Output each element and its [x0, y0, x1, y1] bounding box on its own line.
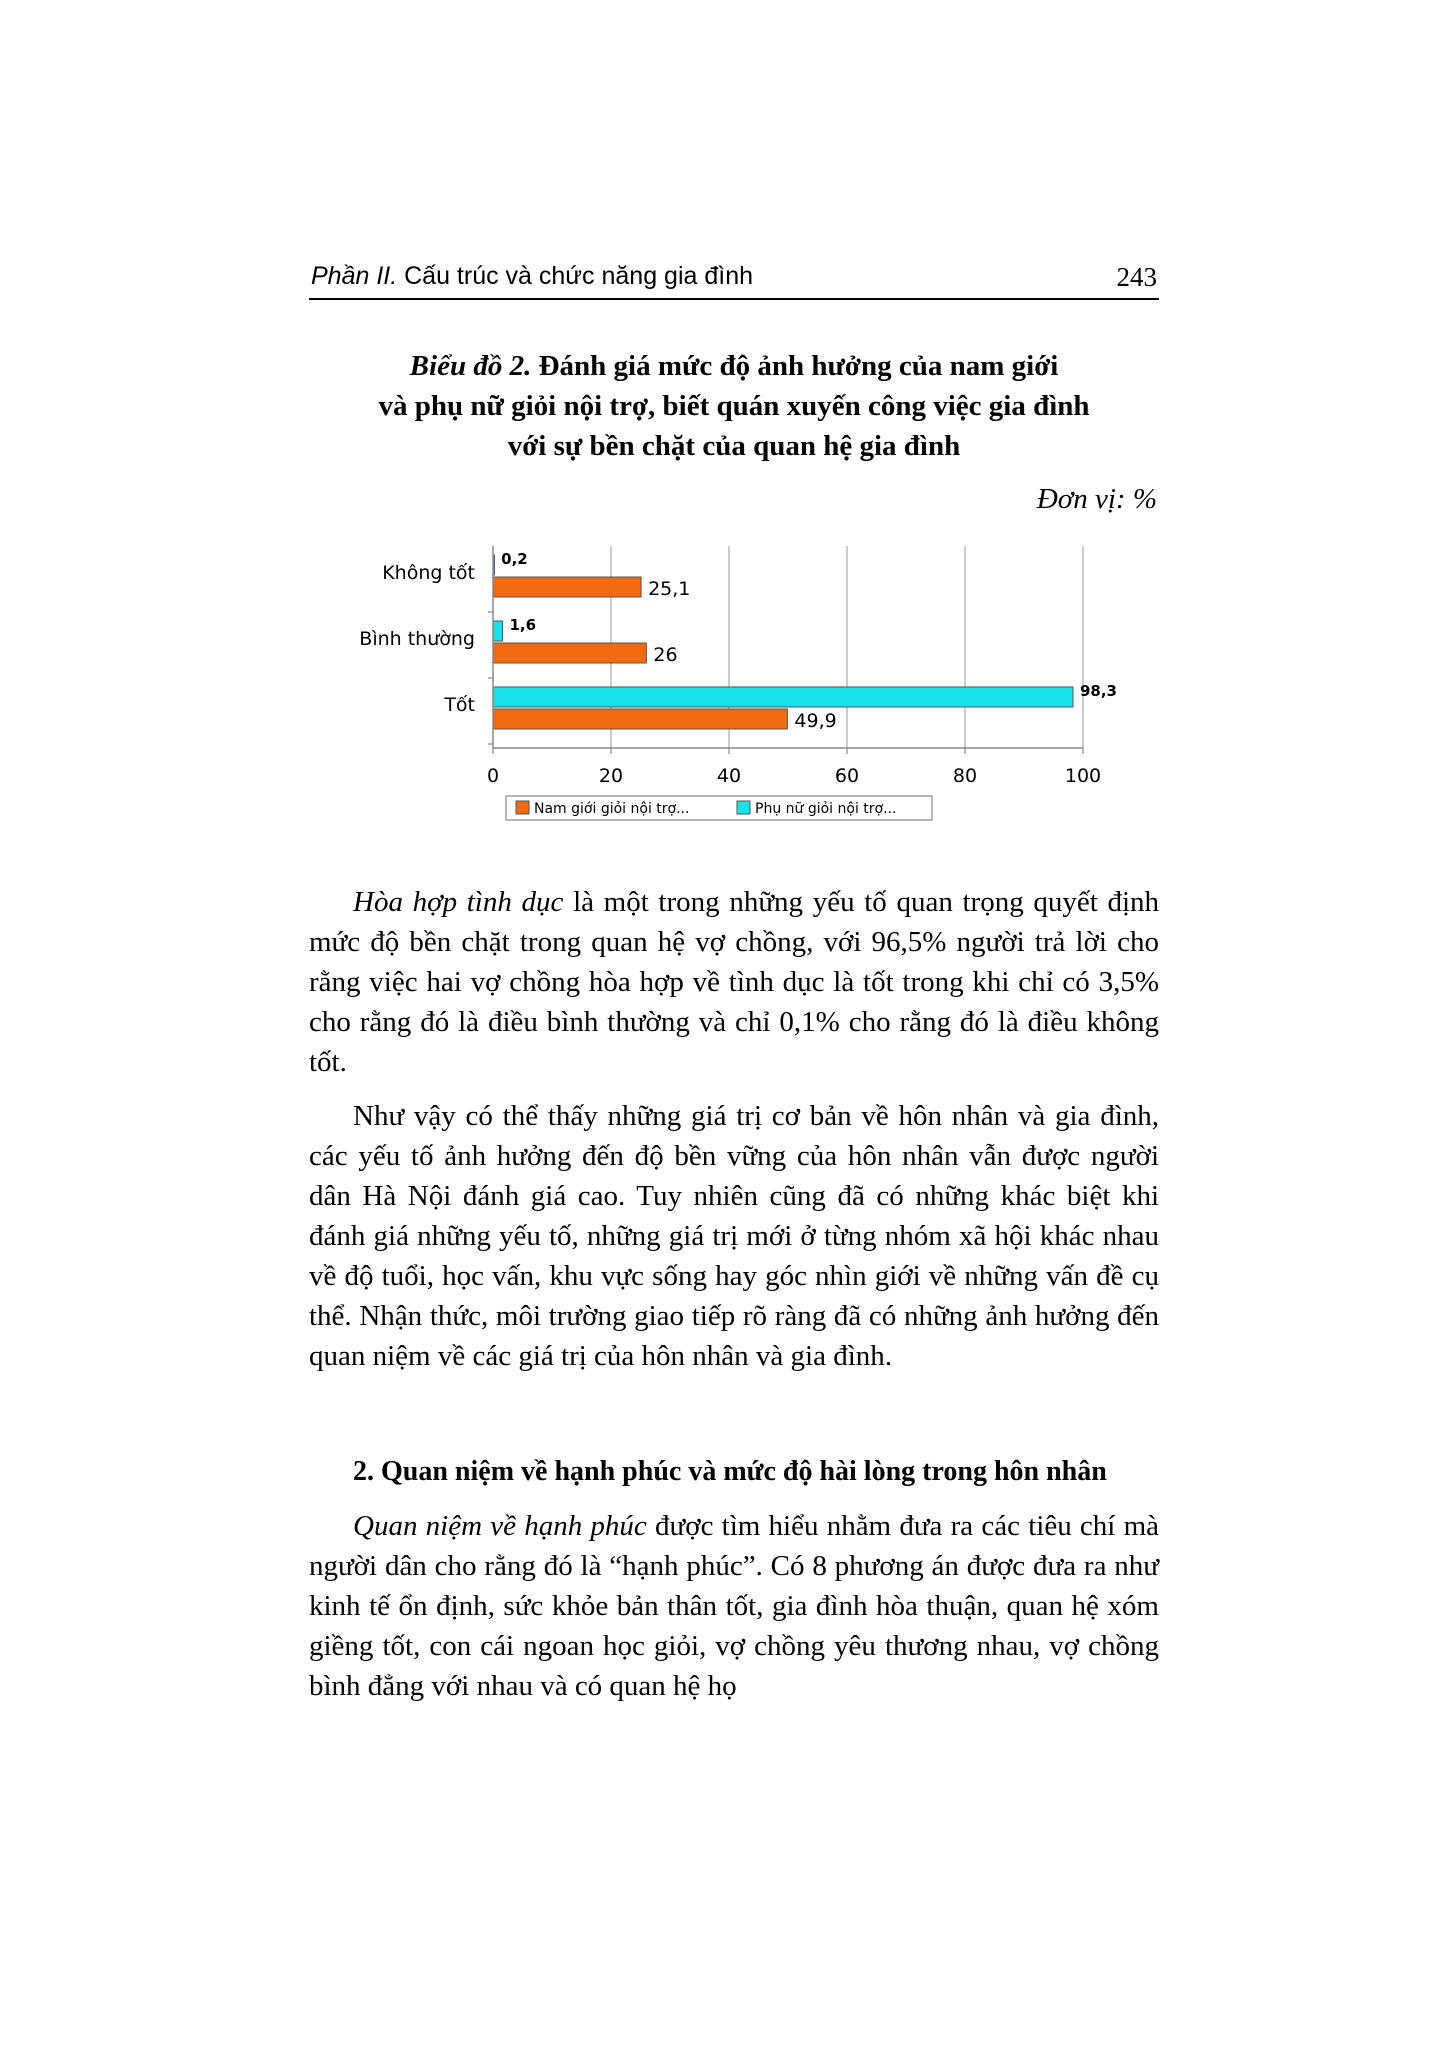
x-tick-label: 20 — [598, 765, 624, 787]
legend-swatch-phu-nu — [737, 801, 750, 814]
bar-data-label: 98,3 — [1079, 682, 1117, 700]
bar-chart — [330, 530, 1130, 830]
paragraph-1 — [309, 882, 1159, 1082]
paragraph-1-text: là một trong những yếu tố quan trọng quyết định mức độ bền chặt trong quan hệ vợ chồng, với 96,5% người trả lời cho rằng việc hai vợ chồng hòa hợp về tình dục là tốt trong khi chỉ có 3,5% cho rằng đó là điều bình thường và chỉ 0,1% cho rằng đó là điều không tốt. — [309, 886, 1160, 1078]
bar-data-label: 0,2 — [501, 550, 528, 568]
paragraph-3-emphasis: Quan niệm về hạnh phúc — [353, 1510, 647, 1542]
paragraph-3-text: được tìm hiểu nhằm đưa ra các tiêu chí mà người dân cho rằng đó là “hạnh phúc”. Có 8 phương án được đưa ra như kinh tế ổn định, sức khỏe bản thân tốt, gia đình hòa thuận, quan hệ xóm giềng tốt, con cái ngoan học giỏi, vợ chồng yêu thương nhau, vợ chồng bình đẳng với nhau và có quan hệ họ — [309, 1510, 1159, 1702]
bar-nam-gioi — [493, 709, 787, 729]
y-category-label: Tốt — [444, 694, 475, 716]
paragraph-2-text: Như vậy có thể thấy những giá trị cơ bản về hôn nhân và gia đình, các yếu tố ảnh hưởng đến độ bền vững của hôn nhân vẫn được người dân Hà Nội đánh giá cao. Tuy nhiên cũng đã có những khác biệt khi đánh giá những yếu tố, những giá trị mới ở từng nhóm xã hội khác nhau về độ tuổi, học vấn, khu vực sống hay góc nhìn giới về những vấn đề cụ thể. Nhận thức, môi trường giao tiếp rõ ràng đã có những ảnh hưởng đến quan niệm về các giá trị của hôn nhân và gia đình. — [309, 1100, 1159, 1372]
x-tick-label: 40 — [716, 765, 742, 787]
chart-legend — [506, 796, 932, 820]
bar-nam-gioi — [493, 643, 646, 663]
bar-phu-nu — [493, 687, 1073, 707]
running-header — [309, 262, 1159, 300]
x-tick-label: 80 — [952, 765, 978, 787]
bar-nam-gioi — [493, 577, 641, 597]
bar-phu-nu — [493, 621, 502, 641]
unit-label: Đơn vị: % — [1036, 483, 1157, 515]
paragraph-1-emphasis: Hòa hợp tình dục — [353, 886, 564, 918]
figure-caption — [309, 346, 1159, 466]
page-number: 243 — [1116, 262, 1157, 292]
bar-data-label: 1,6 — [509, 616, 537, 634]
running-head — [311, 262, 753, 291]
legend-swatch-nam-gioi — [516, 801, 529, 814]
figure-title-line-1: Đánh giá mức độ ảnh hưởng của nam giới — [538, 350, 1059, 382]
paragraph-3 — [309, 1506, 1159, 1706]
x-tick-label: 100 — [1064, 765, 1102, 787]
x-tick-label: 60 — [834, 765, 860, 787]
part-title: Cấu trúc và chức năng gia đình — [404, 262, 754, 290]
caption-line-1 — [309, 346, 1159, 386]
bar-data-label: 49,9 — [794, 710, 837, 732]
y-category-label: Không tốt — [382, 562, 475, 584]
figure-title-line-2: và phụ nữ giỏi nội trợ, biết quán xuyến công việc gia đình — [378, 390, 1090, 422]
x-tick-label: 0 — [486, 765, 500, 787]
chart-axes — [359, 546, 1101, 787]
bar-data-label: 25,1 — [648, 578, 691, 600]
bar-data-label: 26 — [653, 644, 678, 666]
y-category-label: Bình thường — [359, 628, 475, 650]
figure-title-line-3: với sự bền chặt của quan hệ gia đình — [507, 430, 961, 462]
legend-label-nam-gioi: Nam giới giỏi nội trợ... — [534, 801, 690, 817]
legend-label-phu-nu: Phụ nữ giỏi nội trợ... — [755, 801, 897, 817]
paragraph-2 — [309, 1096, 1159, 1376]
figure-label: Biểu đồ 2. — [409, 350, 532, 382]
part-label: Phần II. — [311, 262, 398, 290]
section-heading: 2. Quan niệm về hạnh phúc và mức độ hài lòng trong hôn nhân — [353, 1456, 1107, 1487]
chart-bars — [493, 550, 1117, 732]
